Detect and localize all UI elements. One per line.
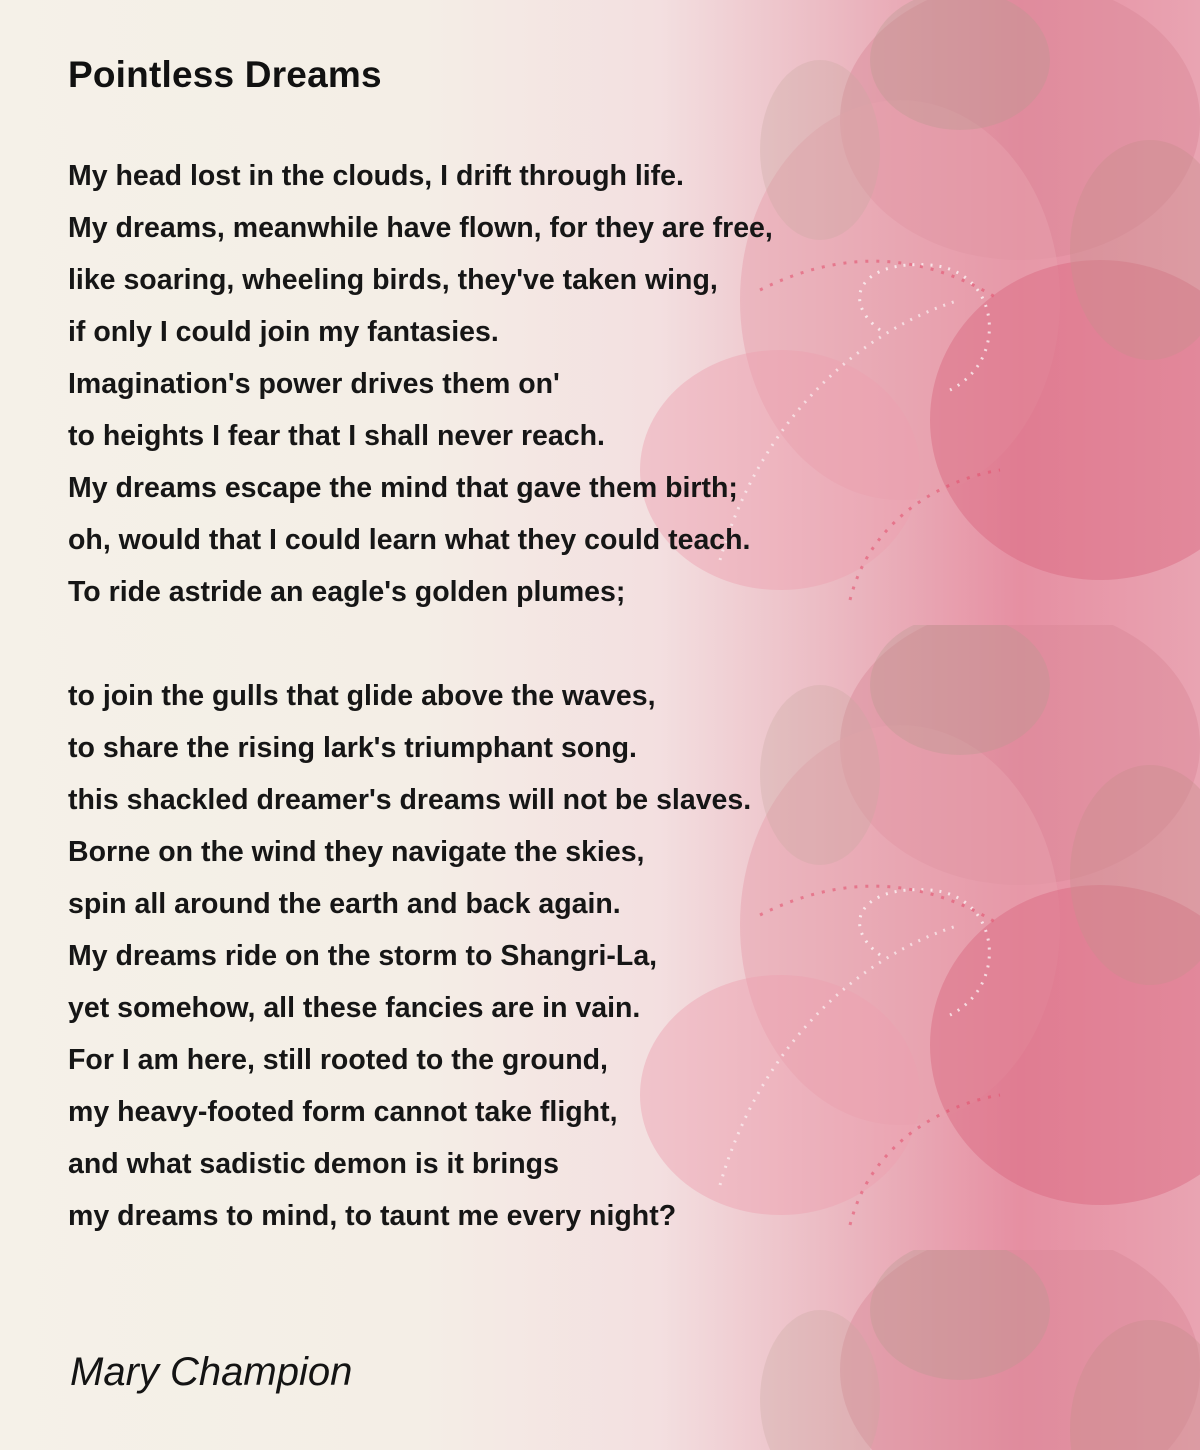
poem-line: To ride astride an eagle's golden plumes; bbox=[68, 576, 626, 608]
stanza bbox=[68, 150, 773, 618]
poem-line: My dreams escape the mind that gave them birth; bbox=[68, 472, 738, 504]
poem-line: to share the rising lark's triumphant song. bbox=[68, 732, 637, 764]
poem-line: yet somehow, all these fancies are in vain. bbox=[68, 992, 641, 1024]
poem-title: Pointless Dreams bbox=[68, 54, 382, 95]
poem-line: spin all around the earth and back again. bbox=[68, 888, 621, 920]
poem-line: For I am here, still rooted to the ground, bbox=[68, 1044, 608, 1076]
stanza bbox=[68, 670, 751, 1242]
poem-line: My dreams ride on the storm to Shangri-La, bbox=[68, 940, 658, 972]
poem-line: my dreams to mind, to taunt me every night? bbox=[68, 1200, 677, 1232]
poem-line: Borne on the wind they navigate the skies, bbox=[68, 836, 645, 868]
poem-line: to heights I fear that I shall never reach. bbox=[68, 420, 605, 452]
poem-line: Imagination's power drives them on' bbox=[68, 368, 560, 400]
poem-line: this shackled dreamer's dreams will not be slaves. bbox=[68, 784, 752, 816]
poem-line: My dreams, meanwhile have flown, for they are free, bbox=[68, 212, 773, 244]
poem-line: My head lost in the clouds, I drift through life. bbox=[68, 160, 684, 192]
poem-line: to join the gulls that glide above the waves, bbox=[68, 680, 656, 712]
poem-line: and what sadistic demon is it brings bbox=[68, 1148, 559, 1180]
poem-line: oh, would that I could learn what they could teach. bbox=[68, 524, 751, 556]
poem-line: like soaring, wheeling birds, they've taken wing, bbox=[68, 264, 718, 296]
poem-line: my heavy-footed form cannot take flight, bbox=[68, 1096, 618, 1128]
poem-line: if only I could join my fantasies. bbox=[68, 316, 499, 348]
poem-author: Mary Champion bbox=[70, 1350, 353, 1394]
